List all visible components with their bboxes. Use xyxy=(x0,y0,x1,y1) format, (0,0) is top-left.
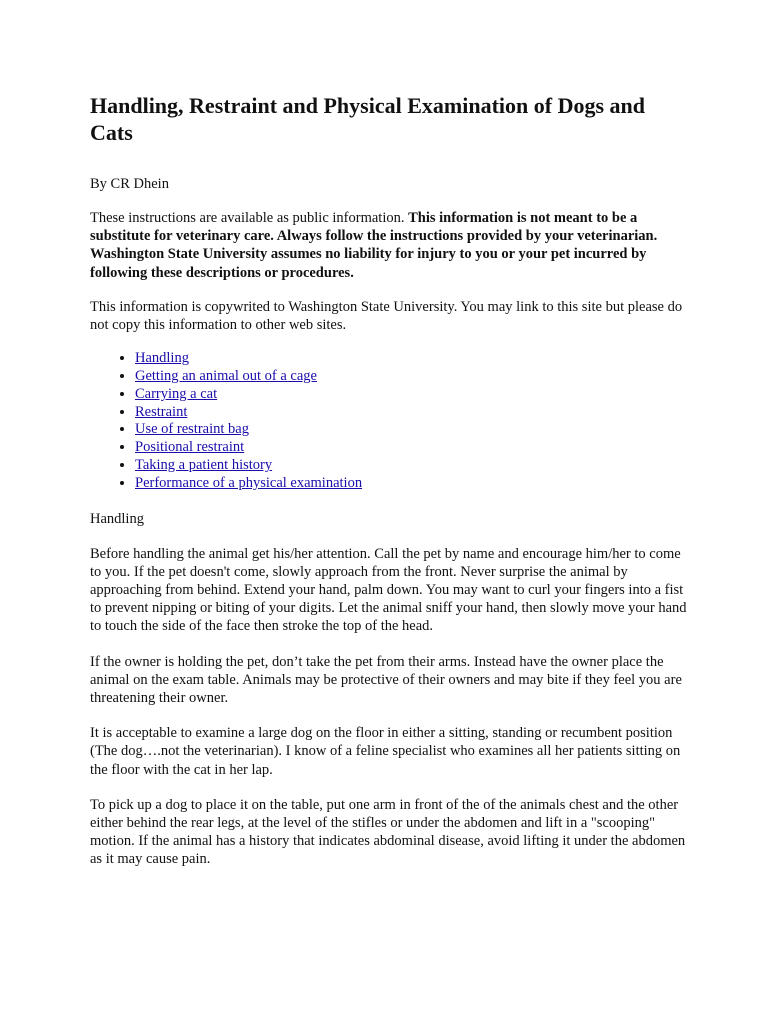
body-paragraph: It is acceptable to examine a large dog on the floor in either a sitting, standing or recumbent position (The dog….not the veterinarian). I know of a feline specialist who examines all her patients sitting on the floor with the cat in her lap. xyxy=(90,725,681,778)
byline: By CR Dhein xyxy=(90,176,169,192)
toc-link-handling[interactable]: Handling xyxy=(135,350,189,367)
toc-item xyxy=(135,404,690,422)
toc-link-restraint[interactable]: Restraint xyxy=(135,403,188,420)
toc-link-physical-examination[interactable]: Performance of a physical examination xyxy=(135,474,363,491)
toc-item xyxy=(135,350,690,368)
toc-item xyxy=(135,386,690,404)
body-paragraph: Before handling the animal get his/her attention. Call the pet by name and encourage him/her to come to you. If the pet doesn't come, slowly approach from the front. Never surprise the animal by approaching from behind. Extend your hand, palm down. You may want to curl your fingers into a fist to prevent nipping or biting of your digits. Let the animal sniff your hand, then slowly move your hand to touch the side of the face then stroke the top of the head. xyxy=(90,545,687,635)
toc-item xyxy=(135,457,690,475)
document-page xyxy=(90,92,690,869)
toc-item xyxy=(135,439,690,457)
toc-link-use-of-restraint-bag[interactable]: Use of restraint bag xyxy=(135,421,249,438)
disclaimer-paragraph xyxy=(90,209,690,282)
section-heading-handling: Handling xyxy=(90,510,144,527)
copyright-notice: This information is copywrited to Washington State University. You may link to this site but please do not copy this information to other web sites. xyxy=(90,298,683,334)
disclaimer-warning: This information is not meant to be a substitute for veterinary care. Always follow the instructions provided by your veterinarian. Washington State University assumes no liability for injury to you or your pet incurred by following these descriptions or procedures. xyxy=(90,210,658,281)
toc-item xyxy=(135,421,690,439)
toc-link-getting-animal-out-of-cage[interactable]: Getting an animal out of a cage xyxy=(135,368,317,385)
toc-link-carrying-a-cat[interactable]: Carrying a cat xyxy=(135,385,218,402)
toc-item xyxy=(135,368,690,386)
toc-item xyxy=(135,475,690,493)
toc-link-positional-restraint[interactable]: Positional restraint xyxy=(135,439,245,456)
toc-link-taking-patient-history[interactable]: Taking a patient history xyxy=(135,457,273,473)
disclaimer-intro: These instructions are available as public information. xyxy=(90,210,409,226)
table-of-contents xyxy=(90,350,690,492)
body-paragraph: To pick up a dog to place it on the table, put one arm in front of the of the animals chest and the other either behind the rear legs, at the level of the stifles or under the abdomen and lift in a "scooping" motion. If the animal has a history that indicates abdominal disease, avoid lifting it under the abdomen as it may cause pain. xyxy=(90,796,686,868)
body-paragraph: If the owner is holding the pet, don’t take the pet from their arms. Instead have the owner place the animal on the exam table. Animals may be protective of their owners and may bite if they feel you are threatening their owner. xyxy=(90,653,682,707)
page-title: Handling, Restraint and Physical Examination of Dogs and Cats xyxy=(90,93,645,145)
